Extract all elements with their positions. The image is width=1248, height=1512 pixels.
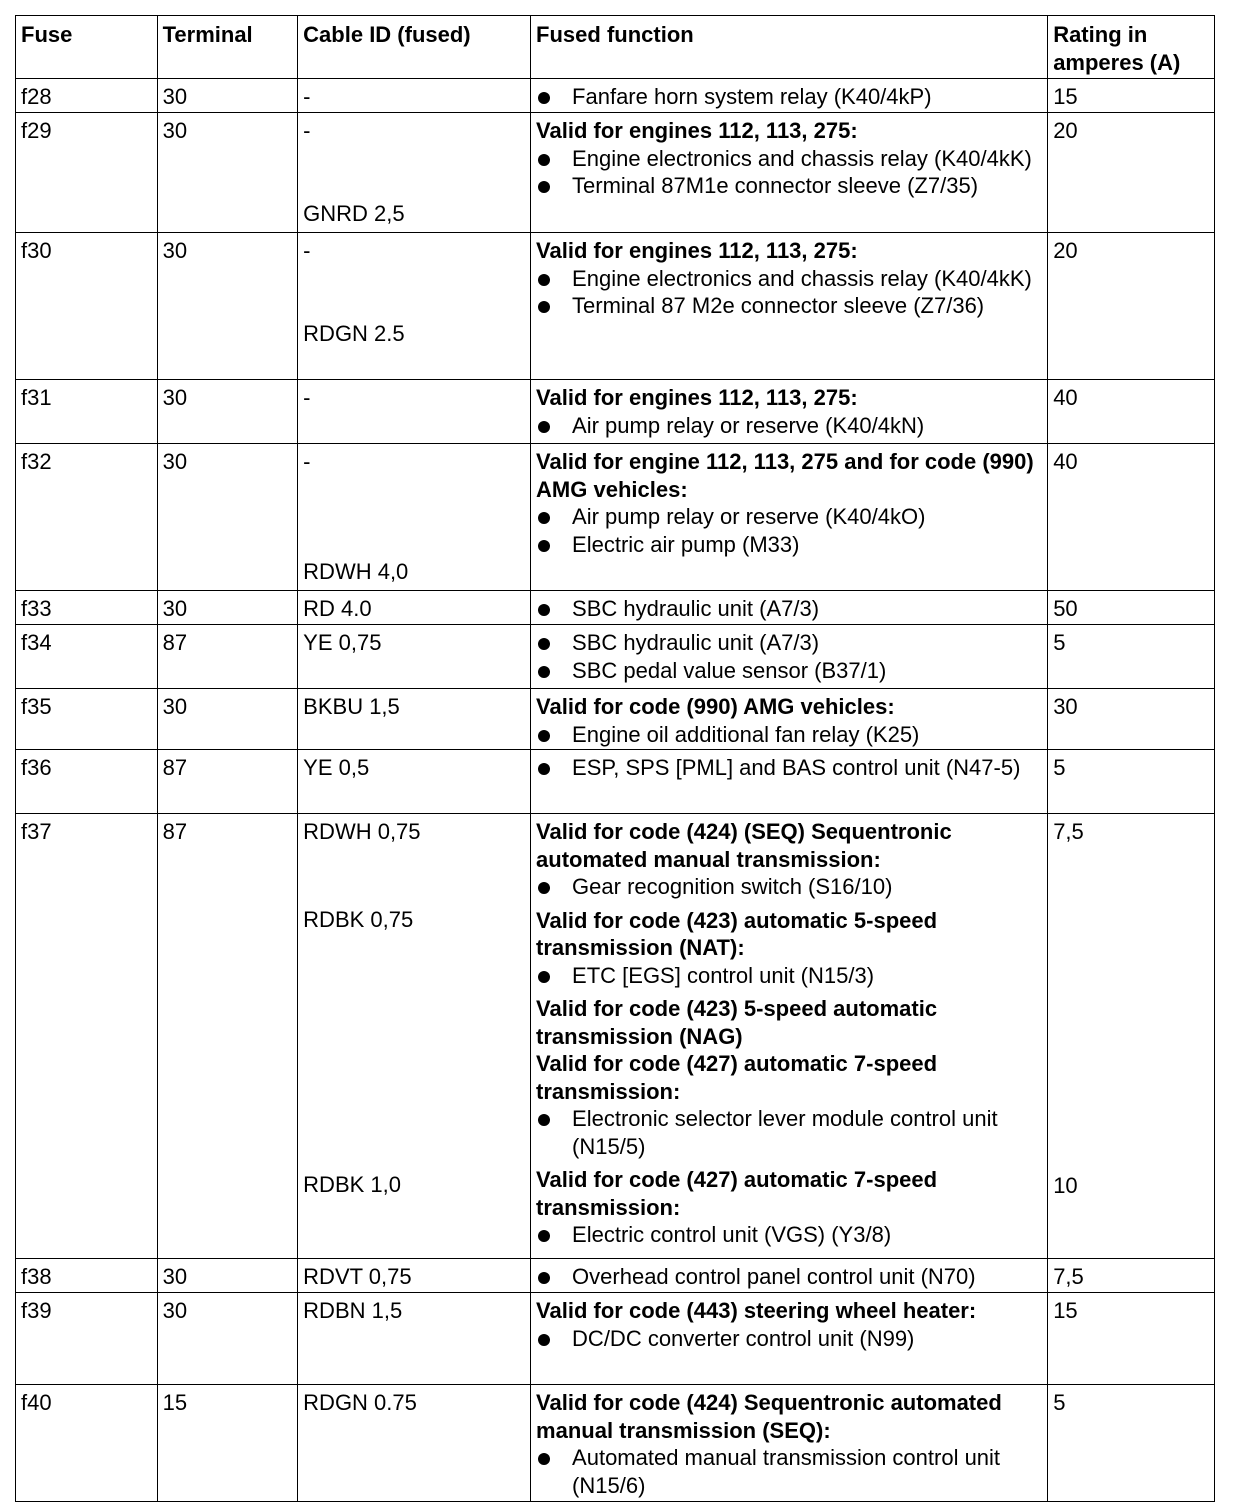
rating-cell: 40 bbox=[1048, 444, 1215, 591]
list-item-text: Gear recognition switch (S16/10) bbox=[572, 874, 893, 899]
list-item bbox=[536, 412, 1042, 440]
header-fuse: Fuse bbox=[16, 16, 158, 79]
terminal-cell: 30 bbox=[157, 113, 298, 233]
bullet-icon bbox=[538, 154, 550, 166]
list-item bbox=[536, 1444, 1042, 1499]
cable-cell: RDGN 0.75 bbox=[298, 1385, 531, 1502]
cable-cell bbox=[298, 233, 531, 380]
header-rating: Rating in amperes (A) bbox=[1048, 16, 1215, 79]
bullet-icon bbox=[538, 1114, 550, 1126]
list-item-text: ETC [EGS] control unit (N15/3) bbox=[572, 962, 875, 988]
terminal-cell: 87 bbox=[157, 750, 298, 814]
terminal-cell: 30 bbox=[157, 233, 298, 380]
list-item bbox=[536, 721, 1042, 749]
table-row bbox=[16, 233, 1215, 380]
list-item bbox=[536, 292, 1042, 320]
list-item-text: Air pump relay or reserve (K40/4kN) bbox=[572, 412, 925, 438]
terminal-cell: 30 bbox=[157, 380, 298, 444]
terminal-cell: 15 bbox=[157, 1385, 298, 1502]
list-item-text: Fanfare horn system relay (K40/4kP) bbox=[572, 84, 932, 109]
table-row bbox=[16, 814, 1215, 1259]
list-item-text: Air pump relay or reserve (K40/4kO) bbox=[572, 504, 926, 529]
list-item-text: Overhead control panel control unit (N70) bbox=[572, 1264, 976, 1289]
table-row bbox=[16, 1259, 1215, 1293]
function-cell bbox=[531, 814, 1048, 1259]
header-terminal: Terminal bbox=[157, 16, 298, 79]
terminal-cell: 30 bbox=[157, 689, 298, 750]
cable-id: - bbox=[303, 449, 311, 474]
bullet-icon bbox=[538, 882, 550, 894]
cable-cell: YE 0,75 bbox=[298, 625, 531, 689]
cable-id: RDWH 0,75 bbox=[303, 819, 421, 844]
list-item-text: Electric control unit (VGS) (Y3/8) bbox=[572, 1222, 892, 1247]
list-item bbox=[536, 595, 1042, 623]
list-item-text: Engine oil additional fan relay (K25) bbox=[572, 721, 920, 747]
fuse-cell: f35 bbox=[16, 689, 158, 750]
validity-heading: Valid for code (423) 5-speed automatic transmission (NAG) bbox=[536, 996, 938, 1049]
validity-heading: Valid for code (424) (SEQ) Sequentronic automated manual transmission: bbox=[536, 819, 952, 872]
function-cell bbox=[531, 380, 1048, 444]
fuse-cell: f28 bbox=[16, 79, 158, 113]
cable-cell: YE 0,5 bbox=[298, 750, 531, 814]
function-cell bbox=[531, 1385, 1048, 1502]
rating-cell: 5 bbox=[1048, 625, 1215, 689]
list-item bbox=[536, 531, 1042, 559]
table-row bbox=[16, 113, 1215, 233]
terminal-cell: 87 bbox=[157, 814, 298, 1259]
fuse-cell: f39 bbox=[16, 1293, 158, 1385]
table-row bbox=[16, 79, 1215, 113]
table-row bbox=[16, 380, 1215, 444]
cable-id: - bbox=[303, 238, 311, 263]
bullet-icon bbox=[538, 1334, 550, 1346]
list-item-text: Electronic selector lever module control unit (N15/5) bbox=[572, 1106, 998, 1159]
fuse-cell: f31 bbox=[16, 380, 158, 444]
bullet-icon bbox=[538, 730, 550, 742]
function-cell bbox=[531, 689, 1048, 750]
rating-cell: 30 bbox=[1048, 689, 1215, 750]
rating-cell: 15 bbox=[1048, 1293, 1215, 1385]
cable-cell: - bbox=[298, 380, 531, 444]
cable-cell bbox=[298, 814, 531, 1259]
bullet-icon bbox=[538, 274, 550, 286]
list-item-text: Automated manual transmission control unit (N15/6) bbox=[572, 1445, 1001, 1498]
list-item bbox=[536, 503, 1042, 531]
cable-cell: - bbox=[298, 79, 531, 113]
function-cell bbox=[531, 79, 1048, 113]
list-item bbox=[536, 629, 1042, 657]
rating-cell bbox=[1048, 814, 1215, 1259]
cable-cell bbox=[298, 444, 531, 591]
validity-heading: Valid for code (424) Sequentronic automated manual transmission (SEQ): bbox=[536, 1390, 1002, 1443]
bullet-icon bbox=[538, 1230, 550, 1242]
rating-cell: 15 bbox=[1048, 79, 1215, 113]
rating-value: 10 bbox=[1053, 1172, 1078, 1198]
bullet-icon bbox=[538, 638, 550, 650]
list-item bbox=[536, 265, 1042, 293]
cable-id: RDBK 1,0 bbox=[303, 1172, 401, 1197]
bullet-icon bbox=[538, 92, 550, 104]
validity-heading: Valid for code (423) automatic 5-speed transmission (NAT): bbox=[536, 907, 938, 960]
cable-cell: RDBN 1,5 bbox=[298, 1293, 531, 1385]
list-item bbox=[536, 754, 1042, 782]
fuse-cell: f29 bbox=[16, 113, 158, 233]
list-item-text: SBC pedal value sensor (B37/1) bbox=[572, 657, 887, 683]
list-item-text: Engine electronics and chassis relay (K40/4kK) bbox=[572, 145, 1032, 171]
table-row bbox=[16, 625, 1215, 689]
bullet-icon bbox=[538, 971, 550, 983]
function-cell bbox=[531, 113, 1048, 233]
fuse-cell: f30 bbox=[16, 233, 158, 380]
bullet-icon bbox=[538, 512, 550, 524]
validity-heading: Valid for engines 112, 113, 275: bbox=[536, 385, 858, 410]
function-cell bbox=[531, 750, 1048, 814]
list-item bbox=[536, 1325, 1042, 1353]
list-item bbox=[536, 83, 1042, 111]
validity-heading: Valid for code (427) automatic 7-speed transmission: bbox=[536, 1167, 938, 1220]
bullet-icon bbox=[538, 540, 550, 552]
list-item bbox=[536, 873, 1042, 901]
cable-cell: RD 4.0 bbox=[298, 591, 531, 625]
fuse-cell: f32 bbox=[16, 444, 158, 591]
list-item bbox=[536, 145, 1042, 173]
header-fused-function: Fused function bbox=[531, 16, 1048, 79]
table-row bbox=[16, 689, 1215, 750]
list-item bbox=[536, 1105, 1042, 1160]
bullet-icon bbox=[538, 1453, 550, 1465]
fuse-cell: f36 bbox=[16, 750, 158, 814]
terminal-cell: 30 bbox=[157, 79, 298, 113]
fuse-cell: f33 bbox=[16, 591, 158, 625]
validity-heading: Valid for code (427) automatic 7-speed transmission: bbox=[536, 1051, 938, 1104]
list-item-text: Terminal 87 M2e connector sleeve (Z7/36) bbox=[572, 293, 985, 318]
list-item-text: Engine electronics and chassis relay (K40/4kK) bbox=[572, 265, 1032, 291]
validity-heading: Valid for code (443) steering wheel heater: bbox=[536, 1298, 977, 1323]
function-cell bbox=[531, 591, 1048, 625]
function-cell bbox=[531, 233, 1048, 380]
list-item bbox=[536, 962, 1042, 990]
cable-id: GNRD 2,5 bbox=[303, 200, 405, 226]
list-item-text: SBC hydraulic unit (A7/3) bbox=[572, 630, 820, 655]
rating-cell: 40 bbox=[1048, 380, 1215, 444]
fuse-cell: f37 bbox=[16, 814, 158, 1259]
cable-id: RDWH 4,0 bbox=[303, 558, 409, 584]
rating-cell: 20 bbox=[1048, 233, 1215, 380]
terminal-cell: 30 bbox=[157, 591, 298, 625]
list-item-text: Terminal 87M1e connector sleeve (Z7/35) bbox=[572, 173, 979, 198]
terminal-cell: 30 bbox=[157, 1293, 298, 1385]
validity-heading: Valid for code (990) AMG vehicles: bbox=[536, 694, 895, 719]
rating-cell: 5 bbox=[1048, 1385, 1215, 1502]
validity-heading: Valid for engine 112, 113, 275 and for code (990) AMG vehicles: bbox=[536, 449, 1034, 502]
bullet-icon bbox=[538, 1272, 550, 1284]
list-item bbox=[536, 1221, 1042, 1249]
terminal-cell: 30 bbox=[157, 1259, 298, 1293]
rating-cell: 20 bbox=[1048, 113, 1215, 233]
list-item-text: ESP, SPS [PML] and BAS control unit (N47-5) bbox=[572, 755, 1021, 780]
header-row bbox=[16, 16, 1215, 79]
cable-id: - bbox=[303, 118, 311, 143]
list-item-text: SBC hydraulic unit (A7/3) bbox=[572, 596, 820, 621]
table-row bbox=[16, 750, 1215, 814]
cable-cell bbox=[298, 113, 531, 233]
table-row bbox=[16, 1385, 1215, 1502]
fuse-table bbox=[15, 15, 1215, 1502]
cable-id: RDGN 2.5 bbox=[303, 320, 405, 346]
fuse-cell: f38 bbox=[16, 1259, 158, 1293]
function-cell bbox=[531, 625, 1048, 689]
bullet-icon bbox=[538, 666, 550, 678]
list-item bbox=[536, 657, 1042, 685]
list-item bbox=[536, 172, 1042, 200]
function-cell bbox=[531, 444, 1048, 591]
rating-cell: 5 bbox=[1048, 750, 1215, 814]
table-row bbox=[16, 591, 1215, 625]
rating-cell: 50 bbox=[1048, 591, 1215, 625]
bullet-icon bbox=[538, 181, 550, 193]
list-item bbox=[536, 1263, 1042, 1291]
list-item-text: DC/DC converter control unit (N99) bbox=[572, 1325, 915, 1351]
rating-cell: 7,5 bbox=[1048, 1259, 1215, 1293]
header-cable-id: Cable ID (fused) bbox=[298, 16, 531, 79]
cable-cell: RDVT 0,75 bbox=[298, 1259, 531, 1293]
function-cell bbox=[531, 1259, 1048, 1293]
validity-heading: Valid for engines 112, 113, 275: bbox=[536, 238, 858, 263]
terminal-cell: 30 bbox=[157, 444, 298, 591]
table-row bbox=[16, 444, 1215, 591]
bullet-icon bbox=[538, 763, 550, 775]
bullet-icon bbox=[538, 421, 550, 433]
table-row bbox=[16, 1293, 1215, 1385]
cable-cell: BKBU 1,5 bbox=[298, 689, 531, 750]
fuse-cell: f40 bbox=[16, 1385, 158, 1502]
validity-heading: Valid for engines 112, 113, 275: bbox=[536, 118, 858, 143]
cable-id: RDBK 0,75 bbox=[303, 906, 414, 932]
function-cell bbox=[531, 1293, 1048, 1385]
bullet-icon bbox=[538, 604, 550, 616]
bullet-icon bbox=[538, 301, 550, 313]
rating-value: 7,5 bbox=[1053, 819, 1084, 844]
list-item-text: Electric air pump (M33) bbox=[572, 531, 800, 557]
fuse-cell: f34 bbox=[16, 625, 158, 689]
terminal-cell: 87 bbox=[157, 625, 298, 689]
